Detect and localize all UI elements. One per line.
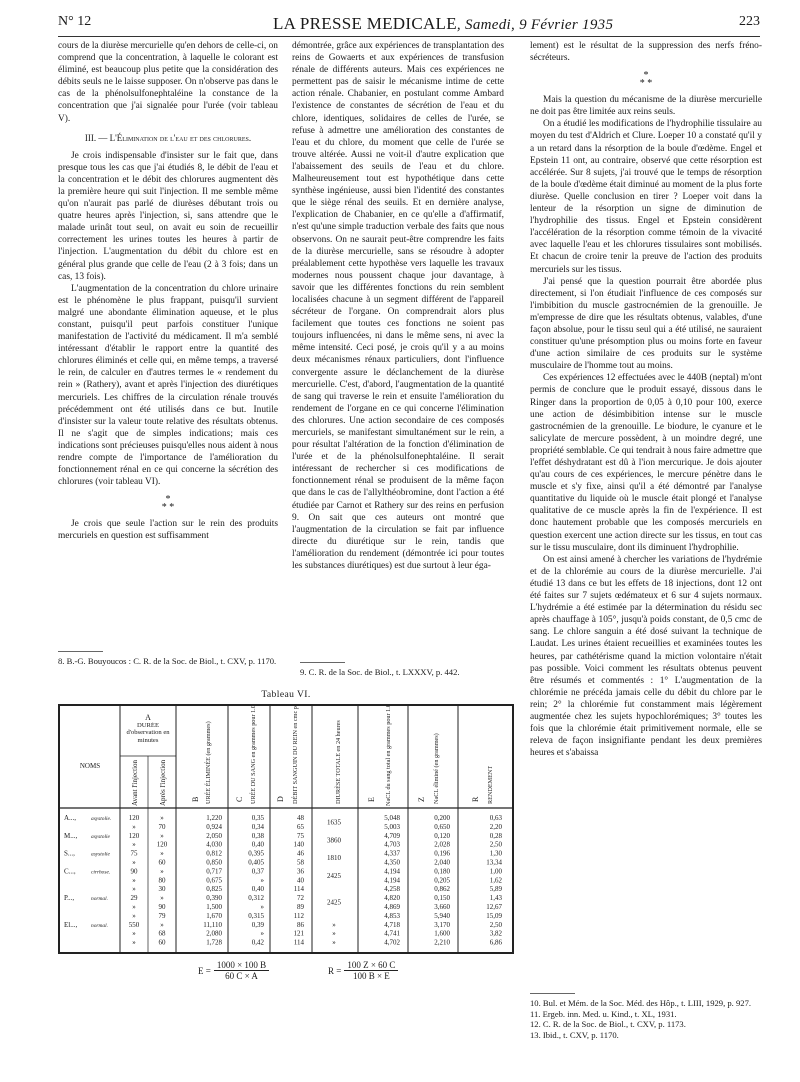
table-cell-nom: P..., xyxy=(64,894,75,903)
table-title: Tableau VI. xyxy=(261,689,311,700)
table-cell-a1: » xyxy=(132,885,136,894)
header-e-letter: E xyxy=(367,797,376,802)
table-cell-diurese: 1635 xyxy=(327,818,341,827)
table-cell-e: 4,709 xyxy=(384,831,400,840)
table-cell-r: 3,82 xyxy=(489,929,502,938)
formula-r-lhs: R = xyxy=(328,965,342,976)
table-cell-diag: asystolie xyxy=(91,851,110,858)
formula-e xyxy=(198,960,269,981)
table-cell-a1: » xyxy=(132,840,136,849)
table-cell-c: 0,35 xyxy=(251,814,264,822)
table-cell-c: 0,37 xyxy=(251,867,264,876)
table-cell-r: 1,62 xyxy=(489,876,502,885)
table-cell-diurese: » xyxy=(332,929,336,938)
table-cell-z: 0,200 xyxy=(434,814,450,822)
header-a-title: DURÉE d'observation en minutes xyxy=(126,722,170,744)
asterism: * * * xyxy=(161,494,175,514)
data-table xyxy=(58,704,514,954)
footnote: 13. Ibid., t. CXV, p. 1170. xyxy=(530,1029,619,1040)
table-cell-z: 0,862 xyxy=(434,885,450,894)
paragraph: cours de la diurèse mercurielle qu'en dehors de celle-ci, on comprend que la concentration, à laquelle le colorant est éliminé, est beaucoup plus petite que la considération des débits seuls ne le laisse supposer. On n'observe pas dans le cas de la phénolsulfonephtaléine la constance de la concentration que j'ai signalée pour l'urée (voir tableau V). xyxy=(58,41,278,124)
footnote-rule xyxy=(530,993,575,994)
table-cell-z: 5,940 xyxy=(434,911,450,920)
footnote: 12. C. R. de la Soc. de Biol., t. CXV, p. 1173. xyxy=(530,1019,686,1029)
table-cell-e: 4,194 xyxy=(384,876,400,885)
table-cell-a1: » xyxy=(132,876,136,885)
table-cell-a2: 30 xyxy=(158,885,166,894)
section-number: III. — xyxy=(84,132,108,143)
asterism: * * * xyxy=(639,70,653,90)
table-cell-d: 48 xyxy=(297,814,304,822)
journal-masthead xyxy=(273,14,613,34)
table-cell-c: 0,40 xyxy=(251,885,264,894)
paragraph: L'augmentation de la concentration du chlore urinaire est le phénomène le plus frappant, puisqu'il survient malgré une abondante élimination aqueuse, et le plus constant, puisqu'il peut parfois constituer l'unique manifestation de l'activité du médicament. Il m'a semblé intéressant d'établir le rapport entre la quantité des chlorures éliminés et celle qui, en même temps, a traversé le rein, de calculer en d'autres termes le « rendement du rein » (Rathery), avant et après l'injection des diurétiques mercuriels. Les chiffres de la circulation rénale trouvés précédemment ont été utilisés dans ce but. Inutile d'insister sur la valeur toute relative des résultats obtenus. Il ne s'agit que de simples indications; mais ces indications sont précieuses puisqu'elles nous aident à nous rendre compte de l'importance de l'amélioration du fonctionnement rénal en ce qui concerne la sécrétion des chlorures (voir tableau VI). xyxy=(58,283,278,488)
table-cell-a2: » xyxy=(160,867,164,876)
table-cell-a1: » xyxy=(132,903,136,911)
table-cell-c: 0,34 xyxy=(251,822,264,831)
table-cell-d: 58 xyxy=(297,858,304,867)
table-cell-d: 72 xyxy=(297,894,304,903)
issue-date: , Samedi, 9 Février 1935 xyxy=(456,17,614,33)
header-c-title: URÉE DU SANG en grammes pour 1.000 xyxy=(250,706,257,804)
table-cell-z: 0,205 xyxy=(434,876,450,885)
header-e-title: NaCL du sang total en grammes pour 1.000 xyxy=(385,706,392,806)
table-cell-a1: 550 xyxy=(128,920,140,929)
footnote: 11. Ergeb. inn. Med. u. Kind., t. XL, 1931. xyxy=(530,1008,677,1019)
table-cell-d: 114 xyxy=(293,885,304,894)
table-cell-b: 1,728 xyxy=(206,938,222,947)
table-cell-c: 0,315 xyxy=(248,911,264,920)
table-cell-c: 0,405 xyxy=(248,858,264,867)
header-a-before: Avant l'injection xyxy=(131,759,139,806)
table-cell-d: 40 xyxy=(297,876,304,885)
formulas xyxy=(58,960,514,988)
table-cell-d: 65 xyxy=(297,822,304,831)
table-cell-r: 2,50 xyxy=(489,920,502,929)
footnote: 9. C. R. de la Soc. de Biol., t. LXXXV, p. 442. xyxy=(300,667,460,677)
table-cell-a1: » xyxy=(132,929,136,938)
table-cell-a2: 70 xyxy=(158,822,166,831)
table-cell-r: 0,28 xyxy=(489,831,502,840)
column-left xyxy=(58,40,278,542)
table-cell-e: 5,003 xyxy=(384,822,400,831)
table-cell-r: 13,34 xyxy=(486,858,502,867)
header-d-title: DÉBIT SANGUIN DU REIN en cmc par minute xyxy=(292,706,299,804)
header-c-letter: C xyxy=(235,796,244,802)
header-d-letter: D xyxy=(276,796,285,802)
table-cell-b: 1,670 xyxy=(206,911,222,920)
table-cell-d: 46 xyxy=(297,849,304,858)
table-cell-z: 0,196 xyxy=(434,849,450,858)
table-cell-z: 0,120 xyxy=(434,831,450,840)
table-cell-a1: 120 xyxy=(128,814,140,822)
column-right xyxy=(530,40,762,759)
table-cell-diurese: 3860 xyxy=(327,836,341,845)
table-cell-diurese: 1810 xyxy=(327,854,341,863)
formula-r xyxy=(328,960,398,981)
header-a-letter: A xyxy=(145,713,151,722)
table-cell-a2: 90 xyxy=(158,903,166,911)
header-noms: NOMS xyxy=(79,762,101,770)
table-cell-a1: 75 xyxy=(130,849,138,858)
table-body xyxy=(64,814,503,947)
table-cell-d: 121 xyxy=(293,929,304,938)
table-cell-c: 0,395 xyxy=(248,849,264,858)
table-cell-d: 89 xyxy=(297,903,304,911)
table-cell-diurese: » xyxy=(332,938,336,947)
table-cell-z: 0,180 xyxy=(434,867,450,876)
table-cell-b: 1,220 xyxy=(206,814,222,822)
table-cell-diag: asystolie. xyxy=(91,816,112,822)
table-cell-b: 11,110 xyxy=(203,920,222,929)
table-cell-b: 0,675 xyxy=(206,876,222,885)
table-cell-z: 2,028 xyxy=(434,840,450,849)
table-cell-r: 1,30 xyxy=(489,849,502,858)
paragraph: Je crois que seule l'action sur le rein des produits mercuriels en question est suffisamment xyxy=(58,519,278,542)
table-cell-a2: » xyxy=(160,894,164,903)
table-cell-diag: normal. xyxy=(91,896,108,903)
header-z-title: NaCL éliminé (en grammes) xyxy=(433,733,440,804)
formula-e-lhs: E = xyxy=(198,965,211,976)
table-cell-diag: asystolie xyxy=(91,833,110,840)
table-cell-c: » xyxy=(260,903,264,911)
table-cell-diurese: 2425 xyxy=(327,871,341,880)
table-cell-diurese: » xyxy=(332,920,336,929)
table-cell-r: 12,67 xyxy=(486,903,502,911)
table-cell-diurese: 2425 xyxy=(327,898,341,907)
table-cell-c: » xyxy=(260,929,264,938)
table-cell-e: 4,853 xyxy=(384,911,400,920)
footnotes-right xyxy=(530,998,762,1040)
header-b-letter: B xyxy=(191,796,200,802)
table-cell-a2: » xyxy=(160,831,164,840)
table-cell-c: 0,42 xyxy=(251,938,264,947)
table-cell-c: » xyxy=(260,876,264,885)
table-cell-b: 0,390 xyxy=(206,894,222,903)
table-cell-a1: 29 xyxy=(130,894,138,903)
journal-title: LA PRESSE MEDICALE xyxy=(273,14,457,33)
table-cell-z: 2,040 xyxy=(434,858,450,867)
table-cell-r: 5,89 xyxy=(489,885,502,894)
paragraph: Mais la question du mécanisme de la diurèse mercurielle ne doit pas être limitée aux reins seuls. xyxy=(530,95,762,118)
paragraph: Ces expériences 12 effectuées avec le 440B (neptal) m'ont permis de conclure que le produit essayé, dissous dans le Ringer dans la proportion de 0,05 à 0,10 pour 100, exerce une action de désimbibition intense sur le muscle gastrocnémien de la grenouille. Le biodure, le cyanure et le salicylate de mercure possèdent, à un moindre degré, une propriété semblable. Ce qui tendrait à nous faire admettre que l'effet déshydratant est dû à l'ion mercurique. Je dois ajouter qu'au cours de ces expériences, le mercure pénètre dans le muscle et s'y fixe, ainsi qu'il a été démontré par l'analyse quantitative du liquide où le muscle était plongé et l'analyse qualitative de ce muscle après la fin de l'expérience. Il est donc hautement probable que les composés mercuriels en question exercent une action directe sur les tissus, en tout cas sur le tissu musculaire, dont ils diminuent l'hydrophilie. xyxy=(530,373,762,553)
table-cell-nom: S..., xyxy=(64,849,75,858)
table-cell-diag: cirrhose. xyxy=(91,869,111,876)
table-cell-b: 2,080 xyxy=(206,929,222,938)
section-title: L'Élimination de l'eau et des chlorures. xyxy=(109,132,252,143)
column-middle xyxy=(292,40,504,572)
table-cell-a2: 79 xyxy=(158,911,166,920)
table-cell-a2: » xyxy=(160,814,164,822)
issue-number: N° 12 xyxy=(58,14,92,29)
table-cell-c: 0,39 xyxy=(251,920,264,929)
table-cell-e: 4,741 xyxy=(384,929,400,938)
footnote: 10. Bul. et Mém. de la Soc. Méd. des Hôp., t. LIII, 1929, p. 927. xyxy=(530,998,752,1008)
table-cell-a2: 120 xyxy=(156,840,168,849)
table-cell-b: 0,924 xyxy=(206,822,222,831)
table-cell-d: 36 xyxy=(297,867,304,876)
table-cell-e: 4,703 xyxy=(384,840,400,849)
table-cell-b: 1,500 xyxy=(206,903,222,911)
table-cell-e: 4,869 xyxy=(384,903,400,911)
footnote-rule xyxy=(300,662,345,663)
table-cell-d: 75 xyxy=(297,831,304,840)
header-diurese-title: DIURÈSE TOTALE en 24 heures xyxy=(335,720,342,804)
table-cell-r: 2,50 xyxy=(489,840,502,849)
table-cell-e: 4,718 xyxy=(384,920,400,929)
formula-e-numerator: 1000 × 100 B xyxy=(214,960,269,971)
paragraph: On est ainsi amené à chercher les variations de l'hydrémie et de la chlorémie au cours de la diurèse mercurielle. J'ai étudié 13 dans ce but les effets de 18 injections, dont 12 ont été faites sur 7 sujets œdémateux et 6 sur 4 sujets normaux. L'hydrémie a été estimée par la détermination du résidu sec après chauffage à 105°, jusqu'à poids constant, de 0,5 cmc de sang. Le chlore sanguin a été dosé suivant la technique de Laudat. Les urines étaient recueillies et examinées toutes les heures, par cathétérisme quand la miction volontaire n'était pas possible. Voici comment les résultats obtenus peuvent être résumés et commentés : 1° L'augmentation de la chlorémie ne précéda jamais celle du débit du chlore par le rein; 2° la chlorémie fut constamment mais légèrement augmentée chez les sujets hypochlorémiques; 3° toutes les fois que la chlorémie était primitivement normale, elle se releva de façon insignifiante pendant les deux premières heures et s'abaissa xyxy=(530,554,762,759)
table-cell-d: 140 xyxy=(293,840,304,849)
formula-r-numerator: 100 Z × 60 C xyxy=(344,960,398,971)
table-cell-b: 0,850 xyxy=(206,858,222,867)
table-cell-e: 4,702 xyxy=(384,938,400,947)
table-cell-e: 4,258 xyxy=(384,885,400,894)
table-cell-d: 86 xyxy=(297,920,304,929)
table-cell-a1: 120 xyxy=(128,831,140,840)
table-cell-d: 114 xyxy=(293,938,304,947)
table-cell-nom: M..., xyxy=(64,831,78,840)
table-cell-r: 15,09 xyxy=(486,911,502,920)
table-cell-a1: 90 xyxy=(130,867,138,876)
table-cell-r: 1,00 xyxy=(489,867,502,876)
table-cell-e: 4,337 xyxy=(384,849,400,858)
table-cell-c: 0,38 xyxy=(251,831,264,840)
section-heading xyxy=(58,133,278,144)
table-grid xyxy=(60,706,512,952)
table-cell-a1: » xyxy=(132,822,136,831)
table-cell-e: 4,820 xyxy=(384,894,400,903)
table-cell-a2: » xyxy=(160,849,164,858)
table-cell-nom: A..., xyxy=(64,814,77,822)
footnote-rule xyxy=(58,651,103,652)
table-cell-a2: 60 xyxy=(158,938,166,947)
table-cell-b: 4,030 xyxy=(206,840,222,849)
table-cell-r: 6,86 xyxy=(489,938,502,947)
table-cell-nom: El..., xyxy=(64,920,78,929)
table-cell-b: 0,717 xyxy=(206,867,222,876)
table-cell-r: 1,43 xyxy=(489,894,502,903)
formula-r-fraction xyxy=(344,960,398,981)
table-cell-r: 0,63 xyxy=(489,814,502,822)
paragraph: démontrée, grâce aux expériences de transplantation des reins de Gowaerts et aux expériences de transfusion rénale de différents auteurs. Mais ces expériences ne permettent pas de saisir le mécanisme intime de cette action rénale. Chabanier, en postulant comme Ambard l'existence de constantes de sécrétion de l'eau et du chlore, identiques, solidaires de celles de l'urée, se refuse à admettre une amélioration des constantes de l'eau et du chlore, du moment que celle de l'urée se trouve altérée. Aussi ne voit-il d'autre explication que l'abaissement des seuils de l'eau et du chlore. Malheureusement tout est hypothétique dans cette synthèse ingénieuse, aussi bien l'identité des constantes que le siège rénal des seuils. Et en dernière analyse, l'explication de Chabanier, en ce qu'elle a d'affirmatif, n'est qu'une simple traduction verbale des faits que nous observons. On ne saurait peut-être comprendre les faits de la diurèse mercurielle, sans se résoudre à adopter préalablement cette hypothèse vers laquelle les travaux modernes nous poussent chaque jour davantage, à savoir que les différentes fonctions du rein semblent localisées chacune à un segment différent de l'appareil sécréteur de l'organe. On comprendrait alors plus facilement que toutes ces fonctions ne soient pas toujours influencées, ni dans le même sens, ni avec la même intensité. Ceci posé, je crois qu'il y a au moins deux mécanismes rénaux particuliers, dont l'influence convergente assure le déclanchement de la diurèse mercurielle. C'est, d'abord, l'augmentation de la quantité de sang qui traverse le rein et ensuite l'amélioration du rendement de l'organe en ce qui concerne l'élimination des chlorures. Une action secondaire de ces composés mercuriels, se manifestant simultanément sur le rein, a pour résultat l'altération de la fonction d'élimination de l'urée et de la phénolsulfonephtaléine. Il serait intéressant de rechercher si ces modifications de fonctionnement rénal se produisent de la même façon que dans le cas de l'allylthéobromine, dont l'action a été étudiée par Carnot et Rathery sur des reins en perfusion 9. On sait que ces auteurs ont montré que l'augmentation de la circulation se fait par influence directe du diurétique sur le rein, tandis que l'amélioration du rendement (démontrée ici pour toutes les substances diurétiques) est due surtout à leur éga- xyxy=(292,41,504,572)
table-cell-b: 2,050 xyxy=(206,831,222,840)
table-cell-a2: 60 xyxy=(158,858,166,867)
page-header xyxy=(58,14,760,36)
table-cell-c: 0,312 xyxy=(248,894,264,903)
header-r-title: RENDEMENT xyxy=(487,765,494,804)
table-cell-e: 5,048 xyxy=(384,814,400,822)
header-rule xyxy=(58,36,760,37)
table-cell-z: 2,210 xyxy=(434,938,450,947)
footnote: 8. B.-G. Bouyoucos : C. R. de la Soc. de Biol., t. CXV, p. 1170. xyxy=(58,656,277,666)
table-cell-b: 0,812 xyxy=(206,849,222,858)
table-cell-a2: 80 xyxy=(158,876,166,885)
header-z-letter: Z xyxy=(417,797,426,802)
paragraph: On a étudié les modifications de l'hydrophilie tissulaire au moyen du test d'Aldrich et Clure. Loeper 10 a constaté qu'il y a un retard dans la résorption de la boule d'œdème. Engel et Epstein 11 ont, au contraire, observé que cette résorption est accélérée. Sur 8 sujets, j'ai trouvé que le temps de résorption de la boule d'œdème était diminué au moment de la plus forte diurèse. Quelle conclusion en tirer ? Loeper voit dans la lenteur de la résorption un signe de diminution de l'hydrophilie des tissus. Engel et Epstein considèrent l'accélération de la résorption comme témoin de la vivacité avec laquelle l'eau et les chlorures tissulaires sont mobilisés. Et chacun de croire tenir la preuve de l'action des produits mercuriels sur les tissus. xyxy=(530,119,762,275)
table-cell-z: 0,150 xyxy=(434,894,450,903)
paragraph: J'ai pensé que la question pourrait être abordée plus directement, si l'on étudiait l'influence de ces composés sur l'imbibition du muscle gastrocnémien de la grenouille. Je m'empresse de dire que les résultats obtenus, valables, d'une façon absolue, pour le tissu seul qui a été utilisé, ne sauraient constituer qu'une présomption plus ou moins forte en faveur d'une action similaire de ces produits sur le système musculaire de l'homme tout au moins. xyxy=(530,276,762,372)
table-cell-a1: » xyxy=(132,938,136,947)
header-b-title: URÉE ÉLIMINÉE (en grammes) xyxy=(205,721,212,804)
table-cell-z: 0,650 xyxy=(434,822,450,831)
table-cell-a1: » xyxy=(132,911,136,920)
table-cell-e: 4,194 xyxy=(384,867,400,876)
table-cell-e: 4,350 xyxy=(384,858,400,867)
page-number: 223 xyxy=(739,14,760,29)
table-cell-b: 0,825 xyxy=(206,885,222,894)
formula-r-denominator: 100 B × E xyxy=(352,971,390,981)
table-cell-z: 1,600 xyxy=(434,929,450,938)
table-cell-r: 2,20 xyxy=(489,822,502,831)
header-a-after: Après l'injection xyxy=(159,759,167,806)
table-cell-diag: normal. xyxy=(91,922,108,929)
table-cell-d: 112 xyxy=(293,911,304,920)
header-r-letter: R xyxy=(471,796,480,802)
formula-e-denominator: 60 C × A xyxy=(225,971,258,981)
table-cell-a1: » xyxy=(132,858,136,867)
table-cell-z: 3,170 xyxy=(434,920,450,929)
table-cell-c: 0,40 xyxy=(251,840,264,849)
table-cell-z: 3,660 xyxy=(434,903,450,911)
table-cell-a2: 68 xyxy=(158,929,166,938)
paragraph: lement) est le résultat de la suppression des nerfs fréno-sécréteurs. xyxy=(530,41,762,64)
paragraph: Je crois indispensable d'insister sur le fait que, dans presque tous les cas que j'ai étudiés 8, le débit de l'eau et la concentration et le débit des chlorures augmentent dès la première heure qui suit l'injection. Il me semble même qu'on n'aurait pas parlé de diurèses débutant trois ou quatre heures après l'injection, si, sans attendre que le malade urinât tout seul, on avait eu soin de recueillir correctement les urines toutes les heures à partir de l'injection. L'augmentation du débit du chlore est en général plus grande que celle de l'eau (2 à 3 fois; dans un cas, 13 fois). xyxy=(58,150,278,282)
table-cell-nom: C..., xyxy=(64,867,76,876)
table-cell-a2: » xyxy=(160,920,164,929)
formula-e-fraction xyxy=(214,960,269,981)
